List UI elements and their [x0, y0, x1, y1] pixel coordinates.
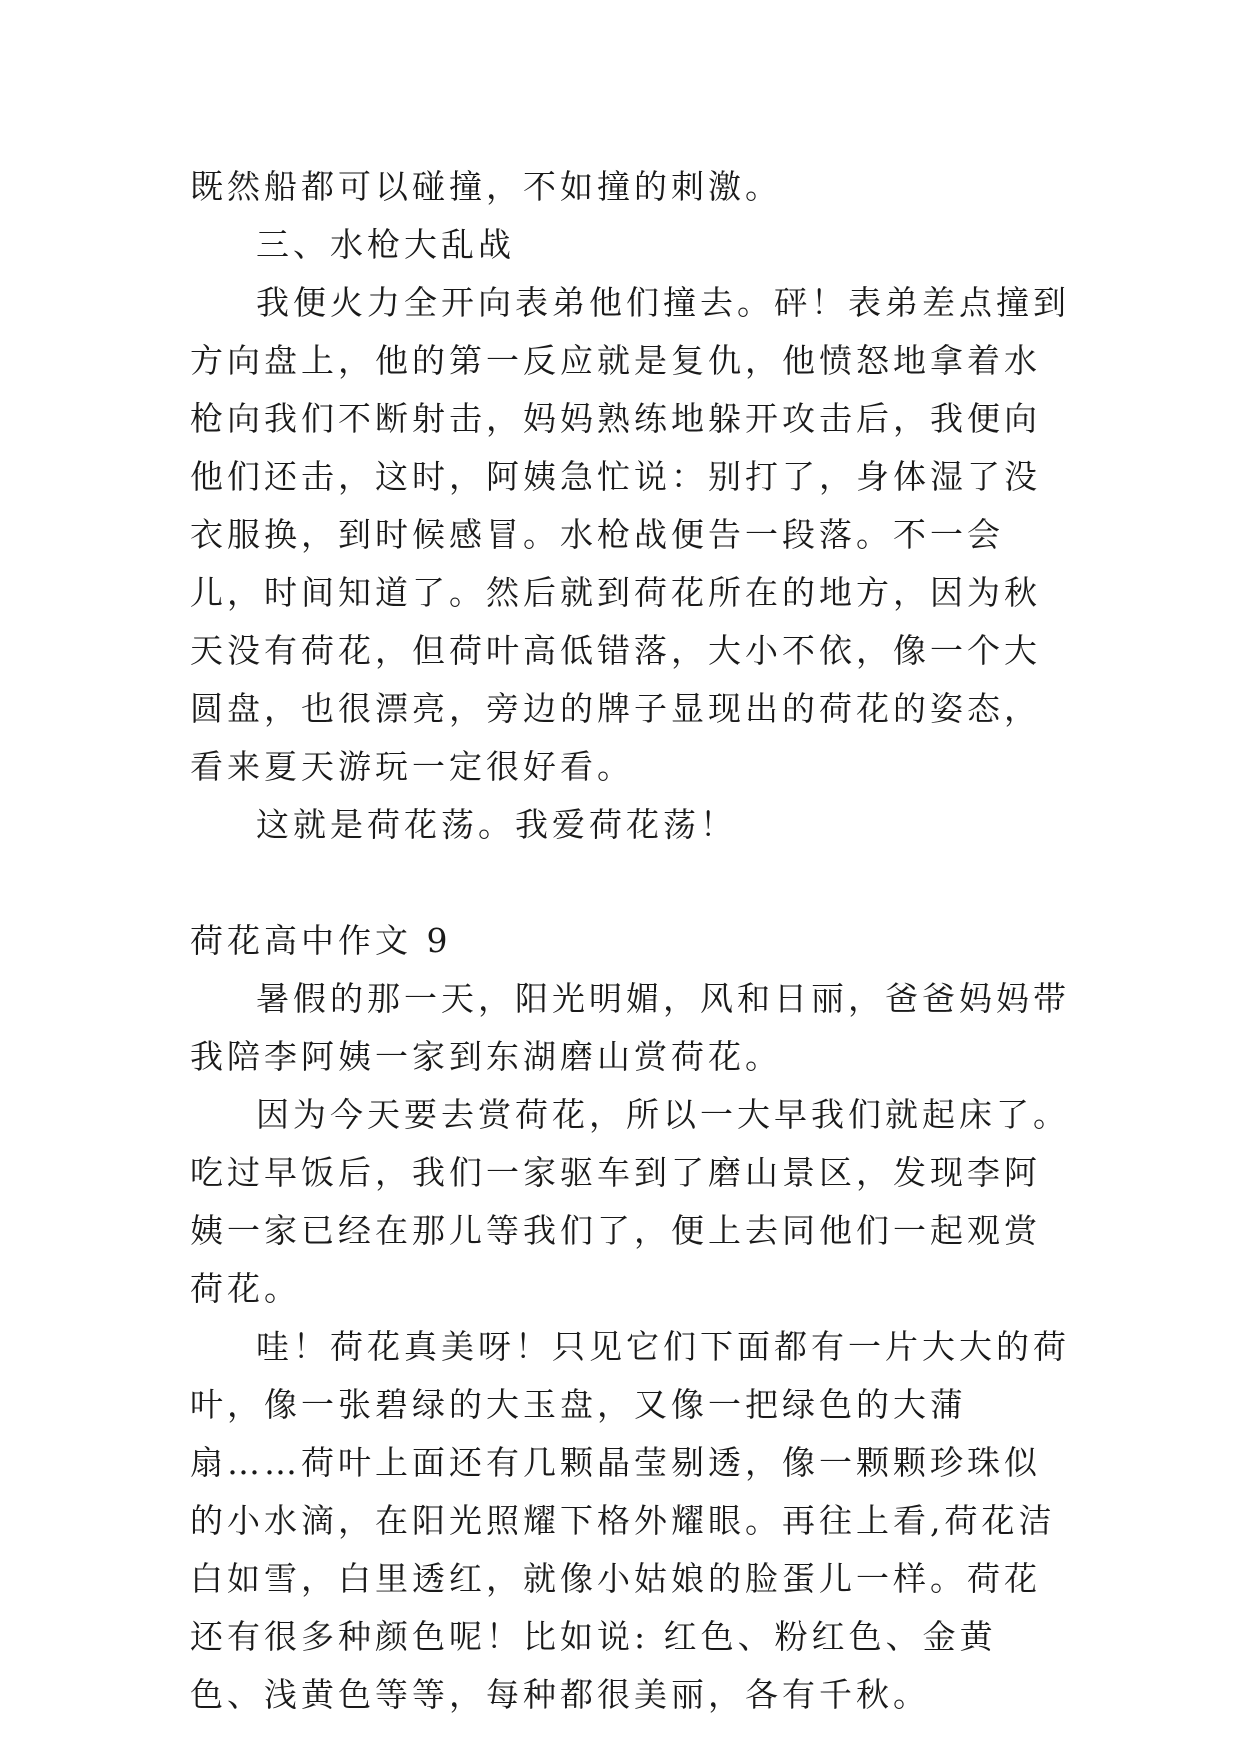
document-body	[190, 158, 1070, 1724]
section-paragraph-1: 暑假的那一天，阳光明媚，风和日丽，爸爸妈妈带我陪李阿姨一家到东湖磨山赏荷花。	[190, 979, 1070, 1076]
paragraph-2: 我便火力全开向表弟他们撞去。砰！表弟差点撞到方向盘上，他的第一反应就是复仇，他愤怒地拿着水枪向我们不断射击，妈妈熟练地躲开攻击后，我便向他们还击，这时，阿姨急忙说：别打了，身体湿了没衣服换，到时候感冒。水枪战便告一段落。不一会儿，时间知道了。然后就到荷花所在的地方，因为秋天没有荷花，但荷叶高低错落，大小不依，像一个大圆盘，也很漂亮，旁边的牌子显现出的荷花的姿态，看来夏天游玩一定很好看。	[190, 283, 1070, 786]
section-paragraph-2: 因为今天要去赏荷花，所以一大早我们就起床了。吃过早饭后，我们一家驱车到了磨山景区，发现李阿姨一家已经在那儿等我们了，便上去同他们一起观赏荷花。	[190, 1095, 1070, 1308]
paragraph-3: 这就是荷花荡。我爱荷花荡！	[256, 805, 737, 844]
subheading-water-gun: 三、水枪大乱战	[256, 225, 515, 264]
paragraph-1: 既然船都可以碰撞，不如撞的刺激。	[190, 167, 782, 206]
section-paragraph-3: 哇！荷花真美呀！只见它们下面都有一片大大的荷叶，像一张碧绿的大玉盘，又像一把绿色的大蒲扇……荷叶上面还有几颗晶莹剔透，像一颗颗珍珠似的小水滴，在阳光照耀下格外耀眼。再往上看,荷花洁白如雪，白里透红，就像小姑娘的脸蛋儿一样。荷花还有很多种颜色呢！比如说: 红色、粉红色、金黄色、浅黄色等等，每种都很美丽，各有千秋。	[190, 1327, 1070, 1714]
section-title: 荷花高中作文 9	[190, 921, 452, 960]
